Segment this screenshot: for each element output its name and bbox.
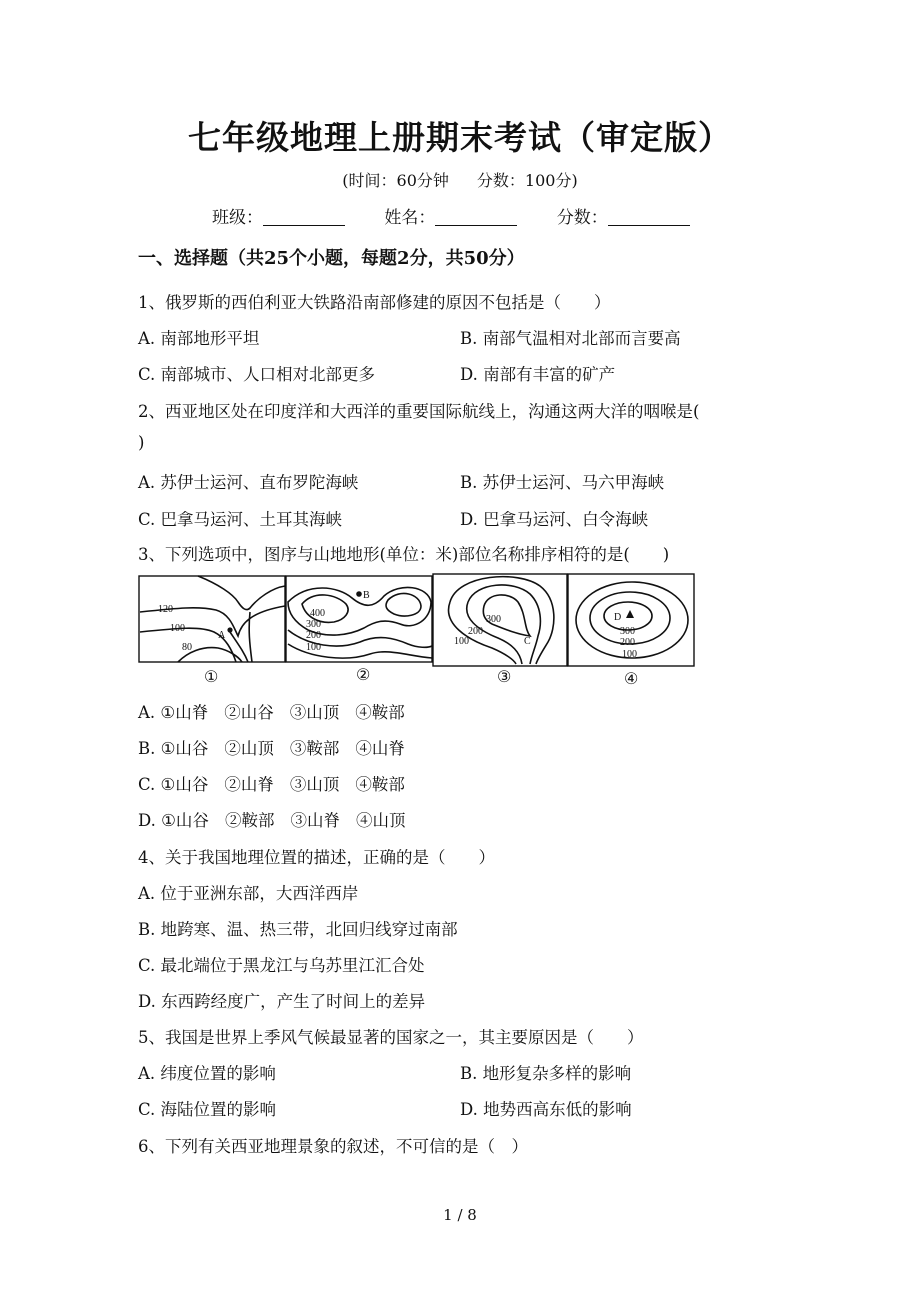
q2-option-c: C. 巴拿马运河、土耳其海峡 [138, 510, 343, 529]
q3-option-c: C. ①山谷 ②山脊 ③山顶 ④鞍部 [138, 775, 405, 794]
map-number-3: ③ [497, 669, 512, 686]
m2-label-300: 300 [306, 619, 321, 630]
page-title: 七年级地理上册期末考试（审定版） [188, 118, 732, 157]
q4-option-b: B. 地跨寒、温、热三带，北回归线穿过南部 [138, 920, 458, 939]
q1-stem: 1、俄罗斯的西伯利亚大铁路沿南部修建的原因不包括是（ ） [138, 293, 611, 312]
q1-option-b: B. 南部气温相对北部而言要高 [460, 329, 681, 348]
q3-stem: 3、下列选项中，图序与山地地形(单位：米)部位名称排序相符的是( ) [138, 545, 670, 564]
m1-label-120: 120 [158, 604, 173, 615]
q5-option-a: A. 纬度位置的影响 [138, 1064, 276, 1083]
q3-option-d: D. ①山谷 ②鞍部 ③山脊 ④山顶 [138, 811, 406, 830]
map-number-4: ④ [624, 671, 639, 688]
section-heading: 一、选择题（共25个小题，每题2分，共50分） [138, 248, 525, 269]
q4-option-d: D. 东西跨经度广，产生了时间上的差异 [138, 992, 426, 1011]
m3-label-c: C [524, 636, 531, 647]
score-blank [608, 207, 690, 226]
m3-label-200: 200 [468, 626, 483, 637]
m1-label-a: A [218, 630, 226, 641]
q3-option-b: B. ①山谷 ②山顶 ③鞍部 ④山脊 [138, 739, 405, 758]
q1-option-d: D. 南部有丰富的矿产 [460, 365, 616, 384]
m4-label-200: 200 [620, 637, 635, 648]
time-text: (时间：60分钟 [342, 171, 449, 190]
score-field: 分数： [557, 203, 690, 228]
student-info [212, 203, 724, 228]
subtitle [0, 168, 920, 191]
q2-stem: 2、西亚地区处在印度洋和大西洋的重要国际航线上，沟通这两大洋的咽喉是( [138, 402, 700, 421]
class-field: 班级： [212, 203, 345, 228]
m4-label-100: 100 [622, 649, 637, 660]
q5-option-d: D. 地势西高东低的影响 [460, 1100, 632, 1119]
q1-option-a: A. 南部地形平坦 [138, 329, 260, 348]
contour-map-4 [568, 574, 694, 666]
q4-option-a: A. 位于亚洲东部，大西洋西岸 [138, 884, 359, 903]
class-blank [263, 207, 345, 226]
name-blank [435, 207, 517, 226]
score-total-text: 分数：100分) [476, 171, 578, 190]
m2-label-200: 200 [306, 630, 321, 641]
q5-option-c: C. 海陆位置的影响 [138, 1100, 277, 1119]
q4-stem: 4、关于我国地理位置的描述，正确的是（ ） [138, 848, 495, 867]
contour-map-3 [433, 574, 567, 666]
m4-label-d: D [614, 612, 622, 623]
q3-option-a: A. ①山脊 ②山谷 ③山顶 ④鞍部 [138, 703, 405, 722]
q2-option-b: B. 苏伊士运河、马六甲海峡 [460, 473, 665, 492]
map-number-2: ② [356, 667, 371, 684]
q1-option-c: C. 南部城市、人口相对北部更多 [138, 365, 376, 384]
m2-label-400: 400 [310, 608, 325, 619]
q6-stem: 6、下列有关西亚地理景象的叙述，不可信的是（ ） [138, 1137, 528, 1156]
page-number: 1 / 8 [443, 1206, 477, 1224]
m4-label-300: 300 [620, 626, 635, 637]
m3-label-100: 100 [454, 636, 469, 647]
m3-label-300: 300 [486, 614, 501, 625]
name-field: 姓名： [384, 203, 517, 228]
contour-maps [138, 572, 698, 692]
m2-label-b: B [363, 590, 370, 601]
q2-option-a: A. 苏伊士运河、直布罗陀海峡 [138, 473, 359, 492]
contour-map-1 [139, 576, 285, 662]
q4-option-c: C. 最北端位于黑龙江与乌苏里江汇合处 [138, 956, 425, 975]
q2-stem-cont: ) [138, 433, 145, 452]
m1-label-100: 100 [170, 623, 185, 634]
map-number-1: ① [204, 669, 219, 686]
q5-stem: 5、我国是世界上季风气候最显著的国家之一，其主要原因是（ ） [138, 1028, 644, 1047]
contour-map-2 [286, 576, 432, 662]
q5-option-b: B. 地形复杂多样的影响 [460, 1064, 632, 1083]
m2-label-100: 100 [306, 642, 321, 653]
q2-option-d: D. 巴拿马运河、白令海峡 [460, 510, 649, 529]
m1-label-80: 80 [182, 642, 192, 653]
